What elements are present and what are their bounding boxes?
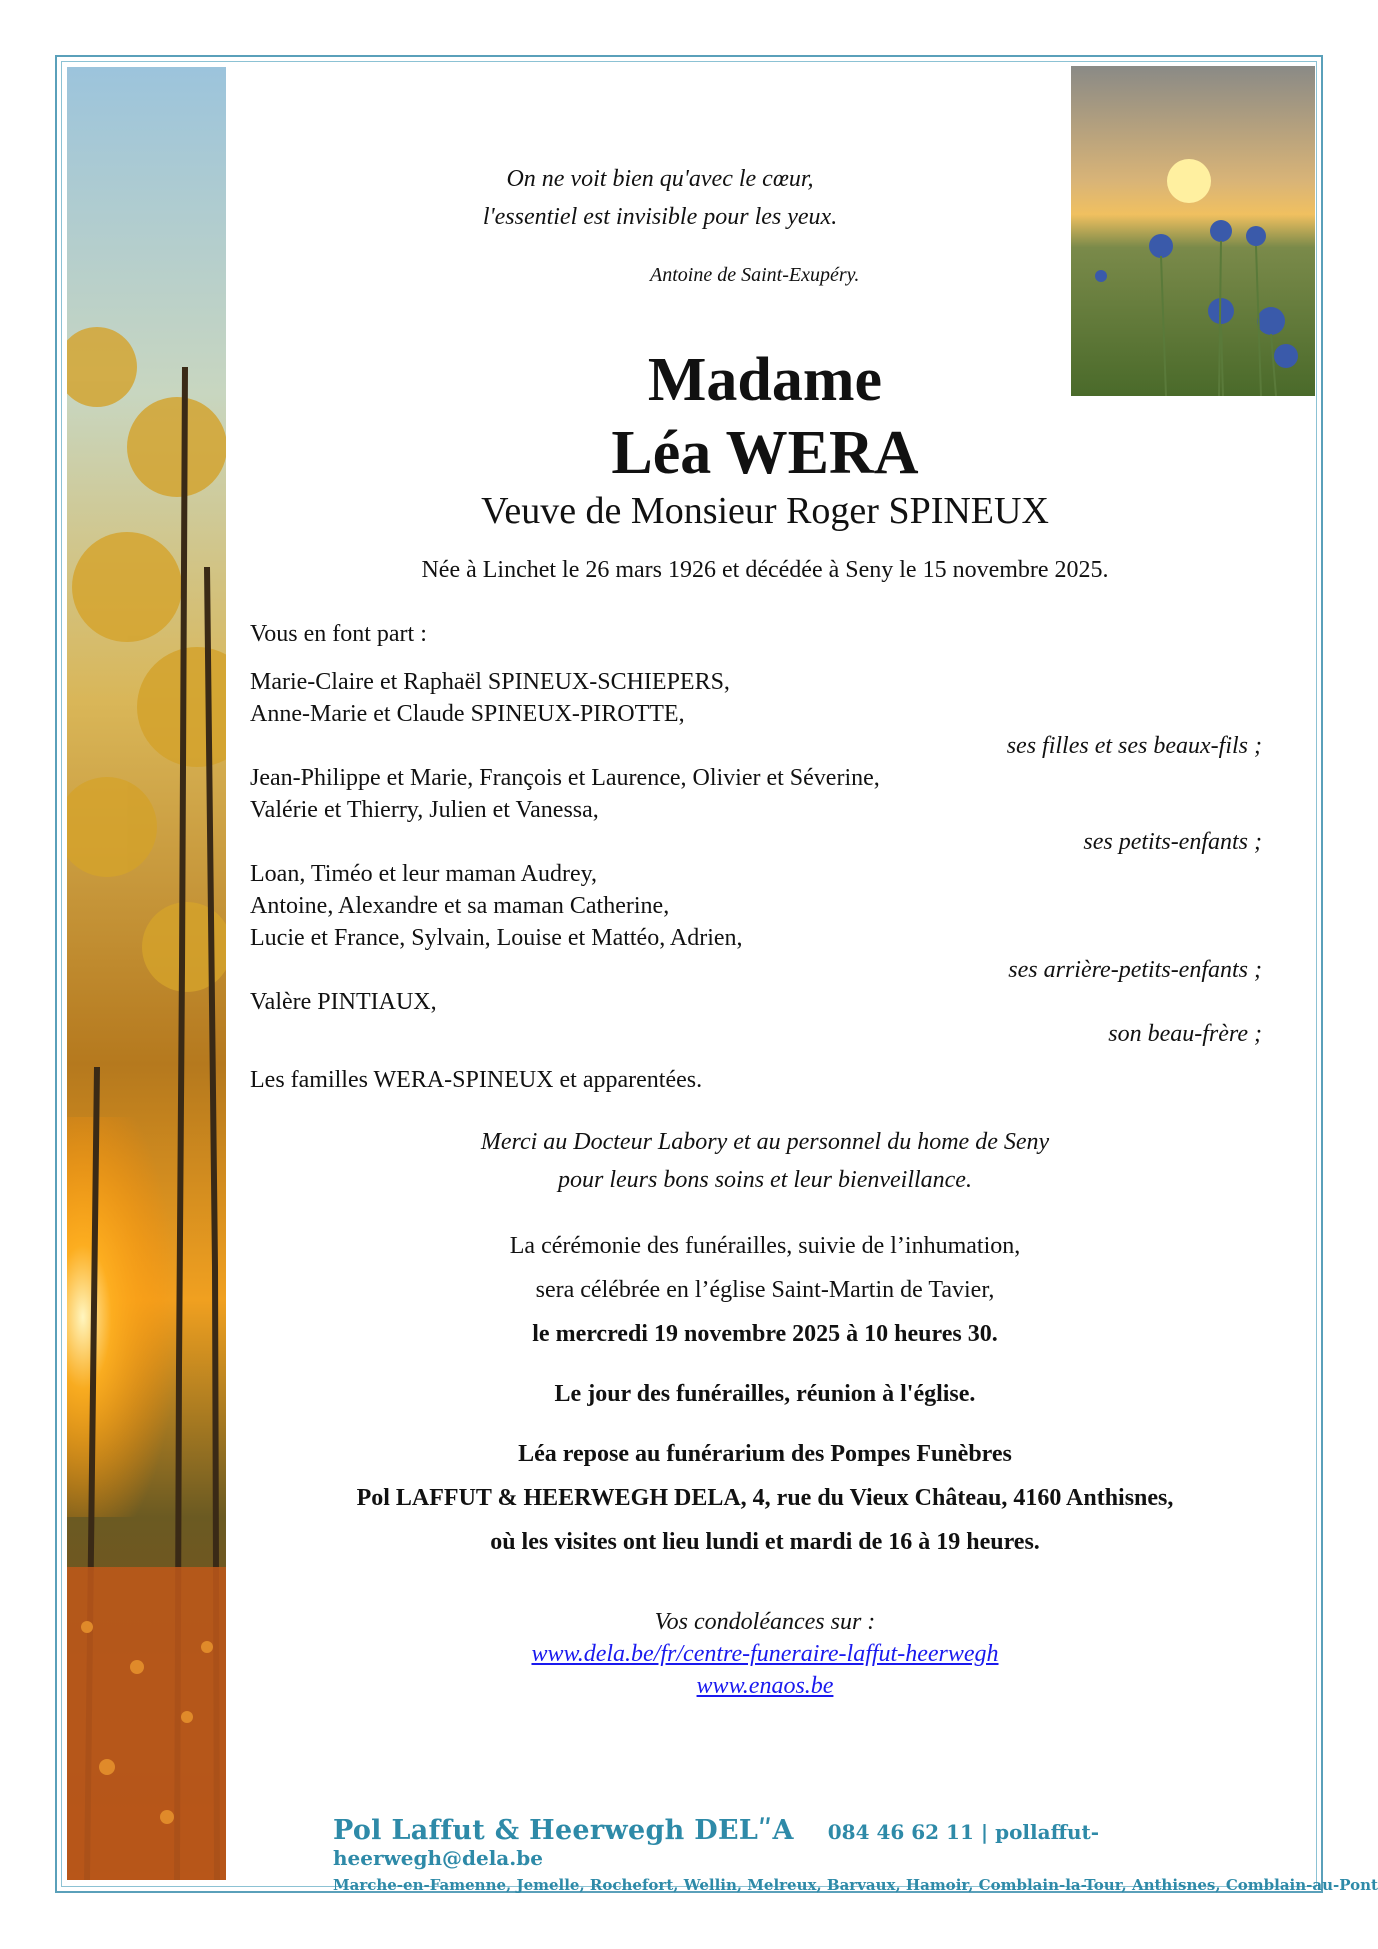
repose-line-3: où les visites ont lieu lundi et mardi de 16 à 19 heures. xyxy=(490,1529,1040,1555)
birth-death-dates: Née à Linchet le 26 mars 1926 et décédée à Seny le 15 novembre 2025. xyxy=(421,557,1109,583)
spouse-line: Veuve de Monsieur Roger SPINEUX xyxy=(481,490,1049,532)
meeting-note: Le jour des funérailles, réunion à l'église. xyxy=(554,1381,976,1407)
condolences-label: Vos condoléances sur : xyxy=(654,1609,876,1635)
family-relation: ses arrière-petits-enfants ; xyxy=(1008,957,1262,983)
family-line: Marie-Claire et Raphaël SPINEUX-SCHIEPERS, xyxy=(250,669,730,695)
ceremony-line-1: La cérémonie des funérailles, suivie de l’inhumation, xyxy=(509,1233,1021,1259)
family-relation: son beau-frère ; xyxy=(1108,1021,1262,1047)
family-relation: ses filles et ses beaux-fils ; xyxy=(1006,733,1262,759)
family-intro: Vous en font part : xyxy=(250,621,427,647)
thanks-line-1: Merci au Docteur Labory et au personnel du home de Seny xyxy=(480,1129,1050,1155)
thanks-note xyxy=(240,1123,1290,1199)
family-line: Valère PINTIAUX, xyxy=(250,989,437,1015)
condolences-link-dela[interactable]: www.dela.be/fr/centre-funeraire-laffut-heerwegh xyxy=(531,1641,999,1667)
epigraph-line-2: l'essentiel est invisible pour les yeux. xyxy=(482,204,838,230)
funeral-home-contact: 084 46 62 11 | pollaffut-heerwegh@dela.be xyxy=(333,1820,1100,1870)
ceremony-details xyxy=(240,1224,1290,1564)
family-line: Jean-Philippe et Marie, François et Laurence, Olivier et Séverine, xyxy=(250,765,880,791)
ceremony-line-2: sera célébrée en l’église Saint-Martin de Tavier, xyxy=(535,1277,995,1303)
family-line: Lucie et France, Sylvain, Louise et Mattéo, Adrien, xyxy=(250,925,743,951)
thanks-line-2: pour leurs bons soins et leur bienveillance. xyxy=(558,1167,972,1193)
family-line: Valérie et Thierry, Julien et Vanessa, xyxy=(250,797,599,823)
epigraph-line-1: On ne voit bien qu'avec le cœur, xyxy=(506,166,814,192)
funeral-home-locations: Marche-en-Famenne, Jemelle, Rochefort, Wellin, Melreux, Barvaux, Hamoir, Comblain-la-Tour, Anthisnes, Comblain-au-Pont xyxy=(333,1876,1378,1894)
repose-line-2: Pol LAFFUT & HEERWEGH DELA, 4, rue du Vieux Château, 4160 Anthisnes, xyxy=(356,1485,1174,1511)
epigraph-author: Antoine de Saint-Exupéry. xyxy=(650,264,860,286)
condolences-link-enaos[interactable]: www.enaos.be xyxy=(696,1673,834,1699)
honorific: Madame xyxy=(647,346,883,414)
family-relation: ses petits-enfants ; xyxy=(1083,829,1262,855)
funeral-home-footer xyxy=(333,1815,1378,1894)
deceased-name: Léa WERA xyxy=(611,419,919,487)
family-line: Loan, Timéo et leur maman Audrey, xyxy=(250,861,598,887)
epigraph xyxy=(240,160,1080,236)
family-closing: Les familles WERA-SPINEUX et apparentées. xyxy=(250,1067,703,1093)
ceremony-datetime: le mercredi 19 novembre 2025 à 10 heures 30. xyxy=(532,1321,998,1347)
autumn-forest-photo xyxy=(67,67,226,1880)
family-line: Antoine, Alexandre et sa maman Catherine, xyxy=(250,893,670,919)
condolences xyxy=(240,1606,1290,1702)
family-line: Anne-Marie et Claude SPINEUX-PIROTTE, xyxy=(250,701,685,727)
family-list xyxy=(250,618,1262,1096)
funeral-home-brand: Pol Laffut & Heerwegh DELʺA xyxy=(333,1815,794,1846)
repose-line-1: Léa repose au funérarium des Pompes Funèbres xyxy=(518,1441,1012,1467)
